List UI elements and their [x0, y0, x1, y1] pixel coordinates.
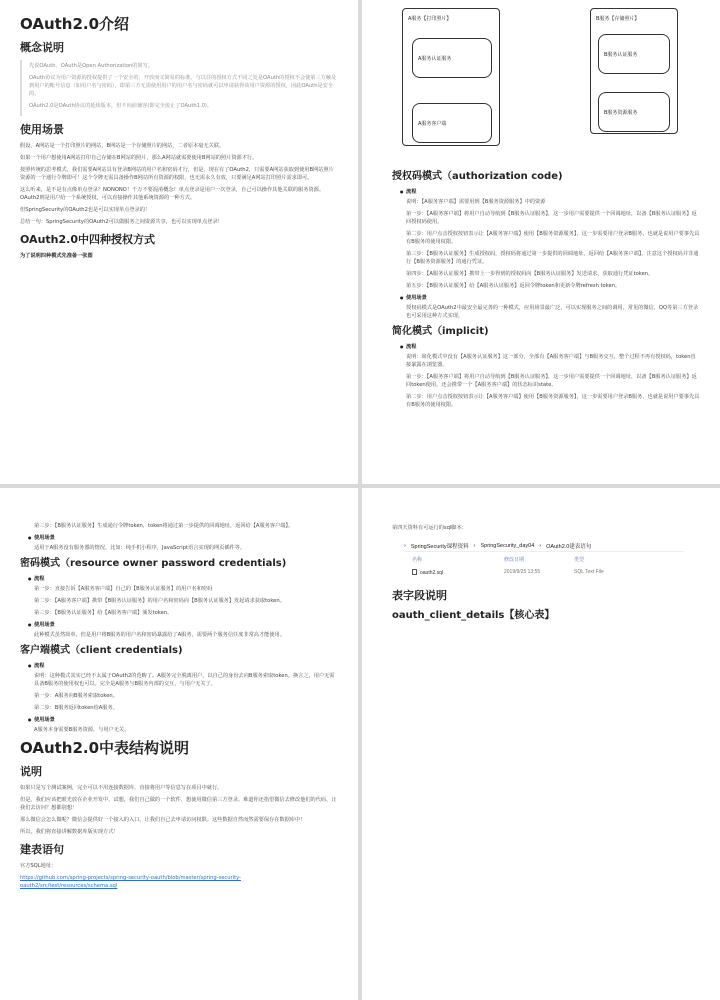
breadcrumb: [404, 540, 684, 552]
paragraph: A服务本身需要B服务资源，与用户无关。: [34, 727, 130, 733]
client-details-heading: oauth_client_details【核心表】: [392, 610, 555, 621]
column-name-header[interactable]: 名称: [412, 556, 423, 563]
auth-code-heading: 授权码模式（authorization code): [392, 171, 563, 182]
paragraph: 第五步：【B服务认证服务】给【A服务认证服务】返回令牌token和更新令牌refresh token。: [406, 283, 621, 289]
file-name: oauth2.sql: [420, 569, 444, 576]
file-explorer-screenshot: [404, 540, 684, 578]
breadcrumb-item[interactable]: SpringSecurity课程资料: [410, 543, 469, 550]
paragraph: 那么微信会怎么做呢？微信会提供好一个接入的入口，让我们自己去申请访问权限。这些数据自然而然需要保存在数据库中！: [20, 817, 306, 823]
breadcrumb-item[interactable]: SpringSecurity_day04: [480, 542, 535, 549]
paragraph: 第四步：【A服务认证服务】携带上一步得到的授权码向【B服务认证服务】发送请求，获取通行凭证token。: [406, 271, 654, 277]
file-type: SQL Text File: [574, 569, 604, 575]
paragraph: 授权码模式是OAuth2中最安全最完善的一种模式，应用场景最广泛，可以实现服务之间的调用，常见的微信，QQ等第三方登录也可采用这种方式实现。: [406, 305, 699, 319]
paragraph: 第二步：B服务返回token给A服务。: [34, 705, 118, 711]
paragraph: 第二步：【A服务客户端】携带【B服务认证服务】的用户名和密码向【B服务认证服务】发起请求获取token。: [34, 598, 285, 604]
column-date-header[interactable]: 修改日期: [504, 556, 525, 563]
flow-label: ● 流程: [28, 575, 338, 583]
sql-link[interactable]: https://github.com/spring-projects/spring-security-oauth/blob/master/spring-security-oauth2/src/test/resources/schema.sql: [20, 875, 242, 889]
document-page-1: [0, 0, 358, 484]
paragraph: 此种模式虽然简单，但是用户将B服务的用户名和密码暴露给了A服务，需要两个服务信任度非常高才能使用。: [34, 632, 285, 638]
paragraph: 总结一句：SpringSecurity的OAuth2可以做服务之间资源共享，也可以实现单点登录！: [20, 219, 223, 225]
b-auth-label: B服务认证服务: [604, 52, 638, 58]
concept-quote: [20, 60, 338, 116]
modes-note: 为了说明四种模式先准备一张图: [20, 253, 93, 259]
document-page-4: [362, 488, 720, 1000]
document-page-3: [0, 488, 358, 1000]
concept-heading: 概念说明: [20, 41, 64, 54]
modes-heading: OAuth2.0中四种授权方式: [20, 233, 155, 246]
fields-heading: 表字段说明: [392, 589, 447, 602]
client-heading: 客户端模式（client credentials): [20, 645, 183, 656]
table-structure-heading: OAuth2.0中表结构说明: [20, 739, 190, 757]
paragraph: 如果一个用户想使用A网站打印自己存储在B网站的照片，那么A网站就需要使用B网站的照片资源才行。: [20, 155, 258, 161]
paragraph: 这么听来，是不是有点像单点登录？NONONO！千万不要混淆概念！单点登录是用户一次登录，自己可以操作其他关联的服务资源。OAuth2则是用户给一个系统授权，可以直接操作其他系统资源的一种方式。: [20, 187, 325, 201]
sql-label: 官方SQL地址：: [20, 863, 57, 869]
column-type-header[interactable]: 类型: [574, 556, 585, 563]
password-heading: 密码模式（resource owner password credentials): [20, 558, 287, 569]
breadcrumb-separator: ›: [473, 542, 476, 549]
usage-heading: 使用场景: [20, 123, 64, 136]
paragraph: 但是，我们应该把眼光放在企业开发中。试想，我们自己做的一个软件，想使用微信第三方登录。难道你还指望微信去修改他们的代码，让我们去访问？想都别想！: [20, 797, 337, 811]
flow-label: ● 流程: [400, 188, 700, 196]
paragraph: 第一步：A服务向B服务索取token。: [34, 693, 118, 699]
a-client-label: A服务客户端: [418, 121, 447, 127]
quote-paragraph: OAuth协议为用户资源的授权提供了一个安全的、开放而又简易的标准。与以往的授权方式不同之处是OAuth的授权不会使第三方触及到用户的帐号信息（如用户名与密码），即第三方无需使用用户的用户名与密码就可以申请获得该用户资源的授权，因此OAuth是安全的。: [29, 75, 337, 97]
paragraph: 第一步：直接告诉【A服务客户端】自己的【B服务认证服务】的用户名和密码: [34, 586, 213, 592]
b-resource-label: B服务资源服务: [604, 110, 638, 116]
paragraph: 所以，我们将直接讲解数据库版实现方式！: [20, 829, 119, 835]
document-page-2: [362, 0, 720, 484]
column-headers: [404, 552, 684, 566]
flow-label: ● 流程: [28, 662, 338, 670]
implicit-heading: 简化模式（implicit): [392, 326, 489, 337]
paragraph: 说明：简化模式中没有【A服务认证服务】这一部分，全部有【A服务客户端】与B服务交互，整个过程不再有授权码，token直接暴露在浏览器。: [406, 354, 696, 368]
file-row[interactable]: [404, 566, 684, 578]
paragraph: 第二步：用户点击授权按钮表示让【A服务客户端】使用【B服务资源服务】，这一步需要用户登录B服务，也就是说用户要事先具有B服务的使用权限。: [406, 231, 700, 245]
file-date: 2019/9/25 13:55: [504, 569, 541, 575]
paragraph: 说明：这种模式其实已经不太属于OAuth2的范畴了。A服务完全脱离用户，以自己的身份去向B服务索取token。换言之，用户无需具备B服务的使用权也可以。完全是A服务与B服务内部的交互，与用户无关了。: [34, 673, 335, 687]
paragraph: 说明：【A服务客户端】需要用到【B服务资源服务】中的资源: [406, 199, 546, 205]
a-service-label: A服务【打印照片】: [408, 16, 452, 22]
sql-heading: 建表语句: [20, 843, 64, 856]
quote-paragraph: 先说OAuth，OAuth是Open Authorization的简写。: [29, 63, 154, 69]
scenario-label: ● 使用场景: [28, 621, 338, 629]
breadcrumb-separator: ›: [404, 542, 406, 549]
scenario-label: ● 使用场景: [28, 716, 338, 724]
paragraph: 第一步：【A服务客户端】将用户自动导航到【B服务认证服务】，这一步用户需要提供一个回调地址，以备【B服务认证服务】返回授权码使用。: [406, 211, 697, 225]
quote-paragraph: OAuth2.0是OAuth协议的延续版本，但不向前兼容(即完全废止了OAuth1.0)。: [29, 103, 213, 109]
paragraph: 第四天资料有可运行的sql脚本：: [392, 525, 467, 531]
service-diagram: [392, 8, 700, 158]
scenario-label: ● 使用场景: [400, 294, 700, 302]
paragraph: 第三步：【B服务认证服务】给【A服务客户端】颁发token。: [34, 610, 173, 616]
breadcrumb-item[interactable]: OAuth2.0建表语句: [546, 543, 592, 550]
description-heading: 说明: [20, 765, 42, 778]
paragraph: 但SpringSecurity的OAuth2也是可以实现单点登录的！: [20, 207, 151, 213]
b-service-label: B服务【存储照片】: [596, 16, 640, 22]
paragraph: 第二步：用户点击授权按钮表示让【A服务客户端】使用【B服务资源服务】，这一步需要用户登录B服务，也就是说用户要事先具有B服务的使用权限。: [406, 394, 700, 408]
paragraph: 第三步：【B服务认证服务】生成通行令牌token，token将通过第一步提供的回调地址，返回给【A服务客户端】。: [34, 523, 294, 529]
paragraph: 假设，A网站是一个打印照片的网站，B网站是一个存储照片的网站，二者原本毫无关联。: [20, 143, 225, 149]
paragraph: 如果只是写个测试案例，完全可以不用连接数据库，直接将用户等信息写在项目中就行。: [20, 785, 223, 791]
flow-label: ● 流程: [400, 343, 700, 351]
file-icon: [412, 569, 417, 575]
page-title: OAuth2.0介绍: [20, 15, 130, 33]
breadcrumb-separator: ›: [539, 542, 542, 549]
scenario-label: ● 使用场景: [28, 534, 338, 542]
paragraph: 第三步：【B服务认证服务】生成授权码，授权码将通过第一步提供的回调地址，返回给【A服务客户端】。注意这个授权码并非通行【B服务资源服务】的通行凭证。: [406, 251, 699, 265]
a-auth-label: A服务认证服务: [418, 56, 452, 62]
paragraph: 适用于A服务没有服务器的情况。比如：纯手机小程序，JavaScript语言实现的网页插件等。: [34, 545, 246, 551]
paragraph: 第一步：【A服务客户端】将用户自动导航到【B服务认证服务】，这一步用户需要提供一个回调地址，以备【B服务认证服务】返回token使用，还会携带一个【A服务客户端】的状态标识state。: [406, 374, 697, 388]
paragraph: 按照传统的思考模式，我们需要A网站具有登录B网站的用户名和密码才行，但是，现在有了OAuth2，只需要A网站获取到使用B网站照片资源的一个通行令牌即可！这个令牌无需具备操作B网站所有资源的权限，也无需永久有效，只要满足A网站打印照片需求即可。: [20, 167, 334, 181]
